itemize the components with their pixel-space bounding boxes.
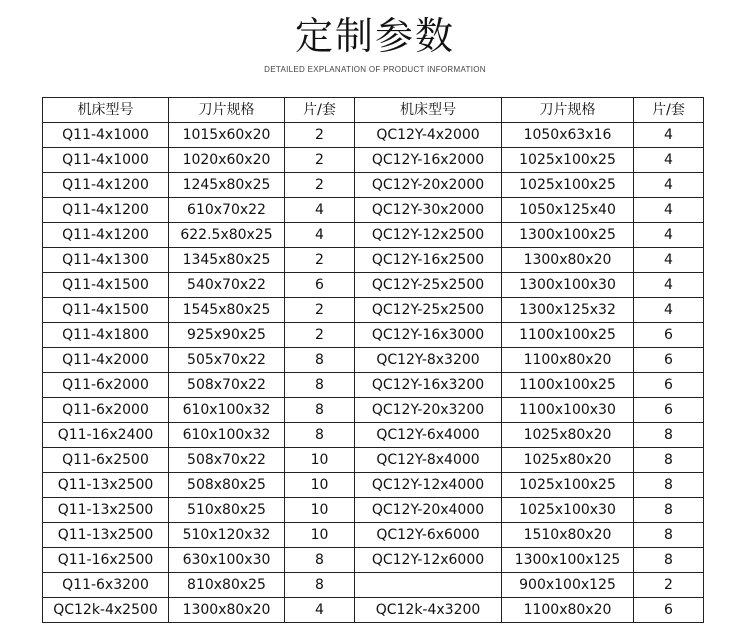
column-header-machine-model: 机床型号	[355, 98, 502, 123]
table-cell-machine-model: Q11-16x2500	[43, 548, 169, 573]
table-cell-pieces-per-set: 10	[285, 473, 355, 498]
table-cell-machine-model: QC12Y-16x2000	[355, 148, 502, 173]
table-cell-pieces-per-set: 2	[285, 298, 355, 323]
table-cell-blade-spec: 900x100x125	[502, 573, 634, 598]
table-cell-blade-spec: 1510x80x20	[502, 523, 634, 548]
table-cell-machine-model: QC12Y-16x2500	[355, 248, 502, 273]
table-cell-blade-spec: 1020x60x20	[169, 148, 285, 173]
table-cell-machine-model: QC12Y-4x2000	[355, 123, 502, 148]
table-cell-machine-model: Q11-4x1200	[43, 198, 169, 223]
spec-table	[42, 97, 704, 623]
table-cell-machine-model: Q11-4x1500	[43, 298, 169, 323]
table-cell-pieces-per-set: 2	[285, 123, 355, 148]
table-row	[43, 323, 704, 348]
table-cell-blade-spec: 1300x100x30	[502, 273, 634, 298]
table-cell-machine-model: QC12Y-12x2500	[355, 223, 502, 248]
table-cell-blade-spec: 925x90x25	[169, 323, 285, 348]
table-cell-machine-model: QC12Y-12x4000	[355, 473, 502, 498]
table-cell-pieces-per-set: 8	[634, 498, 704, 523]
table-cell-blade-spec: 508x70x22	[169, 448, 285, 473]
table-cell-blade-spec: 510x120x32	[169, 523, 285, 548]
table-row	[43, 298, 704, 323]
table-cell-blade-spec: 810x80x25	[169, 573, 285, 598]
table-cell-pieces-per-set: 8	[285, 398, 355, 423]
table-row	[43, 398, 704, 423]
table-cell-blade-spec: 1100x100x25	[502, 323, 634, 348]
table-cell-machine-model	[355, 573, 502, 598]
table-cell-pieces-per-set: 4	[634, 123, 704, 148]
table-cell-blade-spec: 1300x100x25	[502, 223, 634, 248]
table-cell-machine-model: QC12k-4x2500	[43, 598, 169, 623]
table-cell-blade-spec: 1025x100x25	[502, 148, 634, 173]
table-cell-machine-model: Q11-13x2500	[43, 473, 169, 498]
table-cell-pieces-per-set: 4	[634, 173, 704, 198]
column-header-blade-spec: 刀片规格	[169, 98, 285, 123]
table-cell-blade-spec: 1245x80x25	[169, 173, 285, 198]
table-cell-pieces-per-set: 8	[285, 348, 355, 373]
table-cell-blade-spec: 1050x125x40	[502, 198, 634, 223]
table-cell-blade-spec: 1050x63x16	[502, 123, 634, 148]
table-cell-machine-model: Q11-4x2000	[43, 348, 169, 373]
table-cell-machine-model: Q11-6x3200	[43, 573, 169, 598]
table-cell-pieces-per-set: 4	[634, 223, 704, 248]
table-cell-machine-model: QC12Y-6x6000	[355, 523, 502, 548]
table-cell-pieces-per-set: 6	[634, 323, 704, 348]
table-cell-pieces-per-set: 8	[634, 548, 704, 573]
table-cell-machine-model: Q11-4x1200	[43, 173, 169, 198]
table-cell-blade-spec: 505x70x22	[169, 348, 285, 373]
table-cell-pieces-per-set: 8	[285, 573, 355, 598]
table-cell-machine-model: Q11-13x2500	[43, 498, 169, 523]
table-cell-blade-spec: 508x70x22	[169, 373, 285, 398]
column-header-blade-spec: 刀片规格	[502, 98, 634, 123]
table-cell-blade-spec: 1345x80x25	[169, 248, 285, 273]
table-cell-pieces-per-set: 8	[634, 448, 704, 473]
table-cell-blade-spec: 1025x80x20	[502, 448, 634, 473]
column-header-pieces-per-set: 片/套	[285, 98, 355, 123]
table-cell-blade-spec: 1025x100x25	[502, 173, 634, 198]
table-cell-machine-model: QC12Y-20x3200	[355, 398, 502, 423]
table-cell-pieces-per-set: 6	[285, 273, 355, 298]
table-cell-blade-spec: 1100x100x25	[502, 373, 634, 398]
page-title: 定制参数	[294, 14, 455, 58]
table-cell-machine-model: QC12Y-16x3000	[355, 323, 502, 348]
spec-table-header	[43, 98, 704, 123]
table-cell-pieces-per-set: 8	[634, 473, 704, 498]
table-cell-pieces-per-set: 10	[285, 523, 355, 548]
table-cell-machine-model: QC12Y-6x4000	[355, 423, 502, 448]
table-cell-machine-model: Q11-4x1500	[43, 273, 169, 298]
table-cell-blade-spec: 1015x60x20	[169, 123, 285, 148]
table-cell-machine-model: QC12Y-8x4000	[355, 448, 502, 473]
table-cell-pieces-per-set: 4	[285, 598, 355, 623]
table-row	[43, 573, 704, 598]
table-row	[43, 173, 704, 198]
table-cell-machine-model: Q11-6x2000	[43, 398, 169, 423]
page-subtitle: DETAILED EXPLANATION OF PRODUCT INFORMATION	[264, 65, 486, 74]
spec-table-body	[43, 123, 704, 623]
header-row	[43, 98, 704, 123]
table-row	[43, 498, 704, 523]
table-row	[43, 273, 704, 298]
table-cell-machine-model: QC12Y-25x2500	[355, 273, 502, 298]
table-row	[43, 223, 704, 248]
table-cell-machine-model: QC12Y-20x2000	[355, 173, 502, 198]
table-cell-blade-spec: 1025x80x20	[502, 423, 634, 448]
table-cell-blade-spec: 510x80x25	[169, 498, 285, 523]
table-cell-pieces-per-set: 2	[285, 248, 355, 273]
table-cell-blade-spec: 1025x100x30	[502, 498, 634, 523]
table-cell-machine-model: QC12Y-30x2000	[355, 198, 502, 223]
table-cell-machine-model: Q11-6x2000	[43, 373, 169, 398]
table-cell-blade-spec: 1300x80x20	[169, 598, 285, 623]
table-cell-pieces-per-set: 4	[634, 148, 704, 173]
table-cell-blade-spec: 1025x100x25	[502, 473, 634, 498]
table-cell-blade-spec: 630x100x30	[169, 548, 285, 573]
table-cell-pieces-per-set: 6	[634, 373, 704, 398]
table-cell-blade-spec: 1100x80x20	[502, 598, 634, 623]
table-cell-blade-spec: 540x70x22	[169, 273, 285, 298]
table-row	[43, 598, 704, 623]
table-cell-machine-model: Q11-4x1800	[43, 323, 169, 348]
table-cell-pieces-per-set: 6	[634, 398, 704, 423]
table-row	[43, 423, 704, 448]
table-row	[43, 448, 704, 473]
table-row	[43, 198, 704, 223]
table-cell-blade-spec: 610x100x32	[169, 423, 285, 448]
table-cell-blade-spec: 1300x100x125	[502, 548, 634, 573]
table-cell-machine-model: QC12Y-16x3200	[355, 373, 502, 398]
table-cell-blade-spec: 610x100x32	[169, 398, 285, 423]
table-cell-machine-model: QC12Y-12x6000	[355, 548, 502, 573]
table-cell-pieces-per-set: 8	[285, 373, 355, 398]
table-cell-pieces-per-set: 8	[634, 423, 704, 448]
table-cell-machine-model: QC12Y-25x2500	[355, 298, 502, 323]
table-cell-pieces-per-set: 8	[634, 523, 704, 548]
table-cell-pieces-per-set: 6	[634, 598, 704, 623]
table-cell-pieces-per-set: 8	[285, 548, 355, 573]
table-cell-blade-spec: 508x80x25	[169, 473, 285, 498]
table-cell-machine-model: Q11-6x2500	[43, 448, 169, 473]
table-row	[43, 373, 704, 398]
table-cell-pieces-per-set: 6	[634, 348, 704, 373]
table-cell-machine-model: Q11-16x2400	[43, 423, 169, 448]
table-cell-machine-model: Q11-4x1300	[43, 248, 169, 273]
table-cell-pieces-per-set: 4	[634, 248, 704, 273]
table-row	[43, 473, 704, 498]
table-cell-blade-spec: 1300x80x20	[502, 248, 634, 273]
table-cell-pieces-per-set: 4	[634, 198, 704, 223]
table-row	[43, 148, 704, 173]
table-cell-pieces-per-set: 4	[634, 298, 704, 323]
table-cell-blade-spec: 1100x100x30	[502, 398, 634, 423]
table-cell-blade-spec: 610x70x22	[169, 198, 285, 223]
column-header-pieces-per-set: 片/套	[634, 98, 704, 123]
table-row	[43, 123, 704, 148]
table-cell-blade-spec: 1545x80x25	[169, 298, 285, 323]
table-cell-pieces-per-set: 2	[285, 323, 355, 348]
table-row	[43, 348, 704, 373]
table-cell-pieces-per-set: 10	[285, 448, 355, 473]
column-header-machine-model: 机床型号	[43, 98, 169, 123]
table-cell-pieces-per-set: 2	[634, 573, 704, 598]
table-cell-pieces-per-set: 2	[285, 148, 355, 173]
table-cell-pieces-per-set: 4	[634, 273, 704, 298]
table-cell-machine-model: Q11-13x2500	[43, 523, 169, 548]
table-cell-machine-model: Q11-4x1200	[43, 223, 169, 248]
table-row	[43, 523, 704, 548]
table-row	[43, 248, 704, 273]
table-cell-machine-model: QC12k-4x3200	[355, 598, 502, 623]
table-cell-machine-model: Q11-4x1000	[43, 148, 169, 173]
table-cell-machine-model: QC12Y-8x3200	[355, 348, 502, 373]
table-cell-pieces-per-set: 2	[285, 173, 355, 198]
table-cell-machine-model: Q11-4x1000	[43, 123, 169, 148]
table-cell-blade-spec: 1100x80x20	[502, 348, 634, 373]
table-cell-pieces-per-set: 8	[285, 423, 355, 448]
table-cell-pieces-per-set: 10	[285, 498, 355, 523]
table-cell-pieces-per-set: 4	[285, 198, 355, 223]
table-cell-blade-spec: 1300x125x32	[502, 298, 634, 323]
table-cell-machine-model: QC12Y-20x4000	[355, 498, 502, 523]
table-cell-pieces-per-set: 4	[285, 223, 355, 248]
table-row	[43, 548, 704, 573]
table-cell-blade-spec: 622.5x80x25	[169, 223, 285, 248]
